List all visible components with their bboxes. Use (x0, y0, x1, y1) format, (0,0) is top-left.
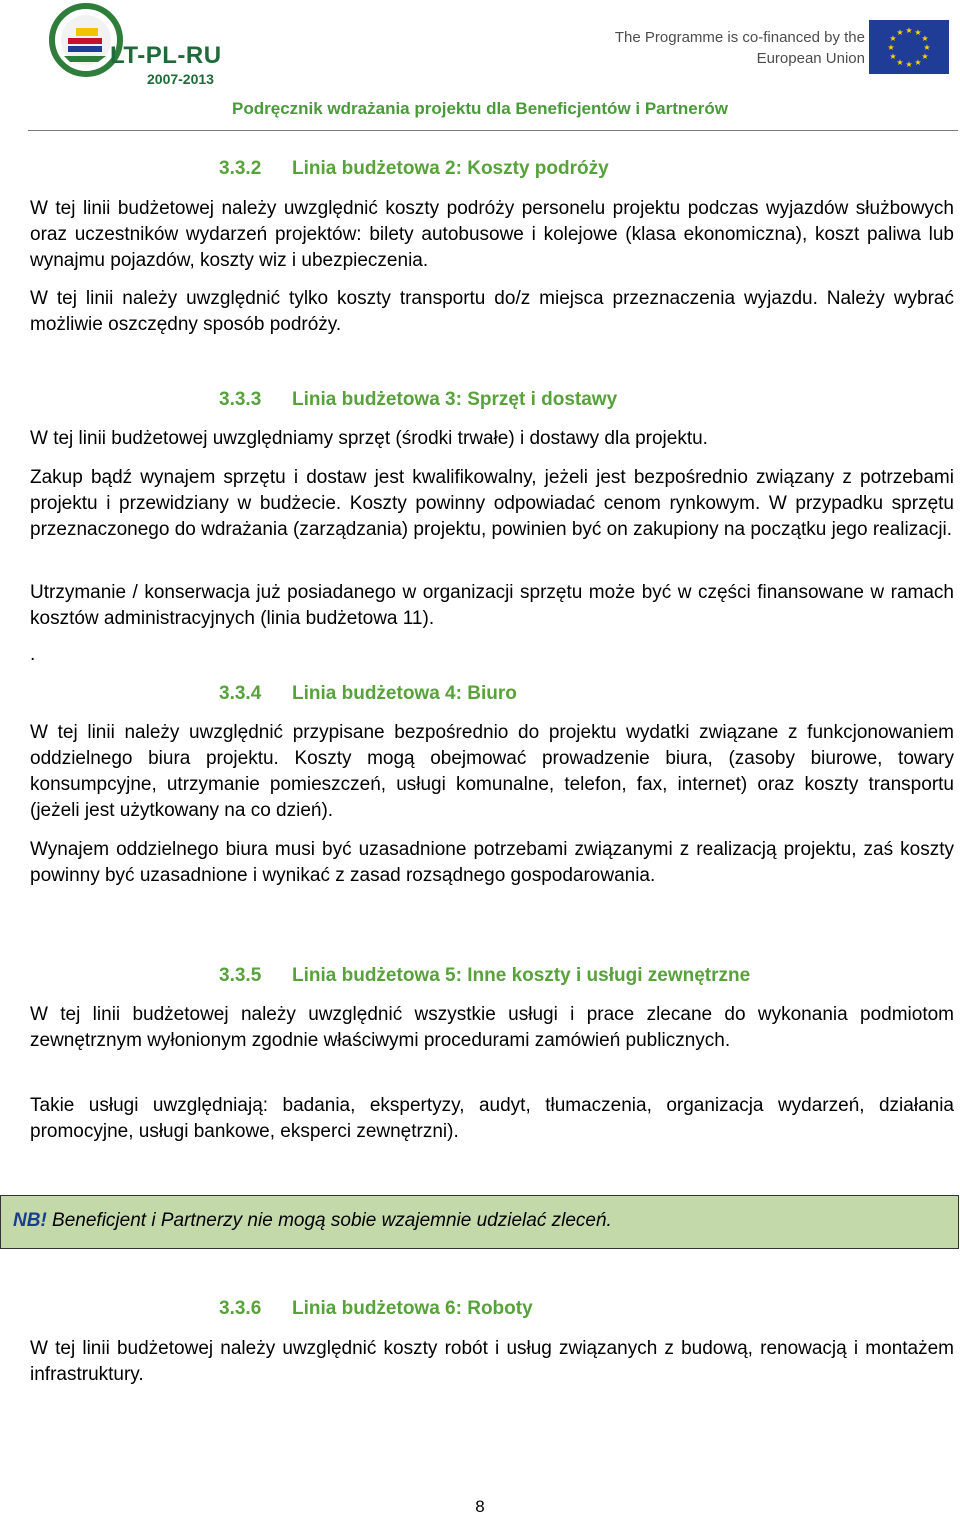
paragraph: W tej linii budżetowej należy uwzględnić koszty podróży personelu projektu podczas wyjazdów służbowych oraz uczestników wydarzeń projektów: bilety autobusowe i kolejowe (klasa ekonomiczna), koszt paliwa lub wynajmu pojazdów, koszty wiz i ubezpieczenia. (30, 198, 954, 271)
nb-note (13, 1210, 612, 1232)
section-title: Linia budżetowa 5: Inne koszty i usługi zewnętrzne (292, 965, 751, 986)
svg-text:★: ★ (896, 28, 904, 37)
paragraph: Takie usługi uwzględniają: badania, ekspertyzy, audyt, tłumaczenia, organizacja wydarzeń, działania promocyjne, usługi bankowe, eksperci zewnętrzni). (30, 1095, 954, 1142)
svg-text:★: ★ (914, 28, 922, 37)
svg-text:★: ★ (921, 52, 929, 61)
document-title: Podręcznik wdrażania projektu dla Beneficjentów i Partnerów (232, 99, 728, 118)
logo-years: 2007-2013 (147, 71, 214, 87)
nb-text: Beneficjent i Partnerzy nie mogą sobie wzajemnie udzielać zleceń. (46, 1210, 612, 1231)
paragraph: W tej linii budżetowej należy uwzględnić wszystkie usługi i prace zlecane do wykonania podmiotom zewnętrznym wyłonionym zgodnie właściwymi procedurami zamówień publicznych. (30, 1004, 954, 1051)
cofinanced-line-2: European Union (756, 50, 865, 67)
nb-label: NB! (13, 1210, 47, 1231)
svg-text:★: ★ (889, 52, 897, 61)
svg-text:★: ★ (896, 58, 904, 67)
svg-text:★: ★ (889, 34, 897, 43)
paragraph: W tej linii budżetowej uwzględniamy sprzęt (środki trwałe) i dostawy dla projektu. (30, 428, 708, 449)
svg-text:★: ★ (921, 34, 929, 43)
svg-text:★: ★ (905, 60, 913, 69)
page-number: 8 (475, 1497, 485, 1516)
paragraph: Wynajem oddzielnego biura musi być uzasadnione potrzebami związanymi z realizacją projektu, zaś koszty powinny być uzasadnione i wynikać z zasad rozsądnego gospodarowania. (30, 839, 954, 886)
paragraph: Utrzymanie / konserwacja już posiadanego w organizacji sprzętu może być w części finansowane w ramach kosztów administracyjnych (linia budżetowa 11). (30, 582, 954, 629)
header-divider (28, 130, 958, 131)
section-heading-3-3-4 (219, 683, 517, 705)
section-title: Linia budżetowa 3: Sprzęt i dostawy (292, 389, 618, 410)
lt-pl-ru-logo (48, 2, 248, 94)
paragraph: W tej linii budżetowej należy uwzględnić koszty robót i usług związanych z budową, renowacją i montażem infrastruktury. (30, 1338, 954, 1385)
section-number: 3.3.3 (219, 389, 262, 410)
paragraph: Zakup bądź wynajem sprzętu i dostaw jest kwalifikowalny, jeżeli jest bezpośrednio związany z potrzebami projektu i przewidziany w budżecie. Koszty powinny odpowiadać cenom rynkowym. W przypadku sprzętu przeznaczonego do wdrażania (zarządzania) projektu, powinien być on zakupiony na początku jego realizacji. (30, 467, 954, 540)
paragraph: W tej linii należy uwzględnić tylko koszty transportu do/z miejsca przeznaczenia wyjazdu. Należy wybrać możliwie oszczędny sposób podróży. (30, 288, 954, 335)
page-header (0, 0, 960, 135)
stray-dot: . (30, 644, 36, 665)
section-heading-3-3-5 (219, 965, 750, 987)
section-heading-3-3-3 (219, 389, 617, 411)
section-number: 3.3.4 (219, 683, 262, 704)
nb-note-box (0, 1195, 959, 1249)
section-number: 3.3.6 (219, 1298, 262, 1319)
svg-text:★: ★ (887, 43, 895, 52)
section-number: 3.3.5 (219, 965, 262, 986)
section-heading-3-3-6 (219, 1298, 533, 1320)
cofinanced-line-1: The Programme is co-financed by the (614, 29, 865, 46)
section-heading-3-3-2 (219, 158, 609, 180)
svg-text:★: ★ (905, 26, 913, 35)
section-title: Linia budżetowa 4: Biuro (292, 683, 517, 704)
cofinanced-note (575, 27, 865, 69)
section-title: Linia budżetowa 6: Roboty (292, 1298, 533, 1319)
eu-flag-icon (869, 20, 949, 74)
svg-text:★: ★ (923, 43, 931, 52)
svg-text:★: ★ (914, 58, 922, 67)
section-number: 3.3.2 (219, 158, 262, 179)
section-title: Linia budżetowa 2: Koszty podróży (292, 158, 609, 179)
logo-text: LT-PL-RU (110, 42, 222, 69)
paragraph: W tej linii należy uwzględnić przypisane bezpośrednio do projektu wydatki związane z funkcjonowaniem oddzielnego biura projektu. Koszty mogą obejmować prowadzenie biura, (zasoby biurowe, towary konsumpcyjne, utrzymanie pomieszczeń, usługi komunalne, telefon, fax, internet) oraz koszty transportu (jeżeli jest użytkowany na co dzień). (30, 722, 954, 821)
